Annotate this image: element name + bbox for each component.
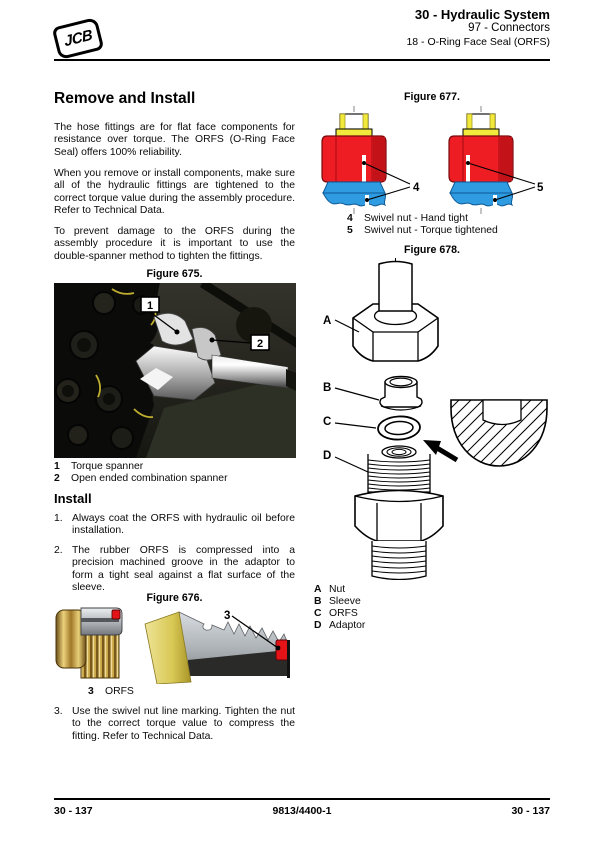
figure-676-callout-3: 3 [224,610,231,622]
legend-678-label-a: Nut [329,584,346,595]
header-title-block [406,7,550,48]
legend-678-key-c: C [314,608,322,619]
legend-676-num: 3 [88,686,94,697]
figure-677-legend-2 [347,225,547,237]
legend-676-label: ORFS [105,686,134,697]
footer-page-number-left: 30 - 137 [54,805,93,817]
step-3-text: Use the swivel nut line marking. Tighten the nut to the correct torque value to compress the fitting. Refer to Technical Data. [72,706,295,742]
footer-divider [54,798,550,800]
figure-676-caption: Figure 676. [146,592,203,604]
legend-677-num-5: 5 [347,225,353,236]
legend-678-key-d: D [314,620,322,631]
jcb-logo [52,17,105,60]
header-divider [54,59,550,61]
figure-677-illustration [314,105,546,215]
photo-callout-2: 2 [256,338,264,350]
orfs-seal-small [112,610,120,619]
figure-678-legend-d [314,620,514,632]
legend-677-label-4: Swivel nut - Hand tight [364,213,468,224]
install-step-3 [54,706,295,743]
tube [379,262,412,312]
label-B: B [323,382,332,394]
figure-678-legend-c [314,608,514,620]
label-A: A [323,315,332,327]
figure-675-legend-1 [54,461,295,473]
figure-678-legend-a [314,584,514,596]
step-1-text: Always coat the ORFS with hydraulic oil before installation. [72,513,295,537]
figure-675-photo [54,283,296,458]
blue-adaptor-4 [323,182,385,193]
figure-676-legend [88,686,288,698]
swivel-nut-hand-tight [322,106,420,214]
photo-callout-1: 1 [146,300,154,312]
figure-677-legend-1 [347,213,547,225]
sleeve-B [380,377,422,411]
legend-675-label-1: Torque spanner [71,461,144,472]
swivel-nut-torque-tightened [449,106,544,214]
alignment-mark-red-5 [466,155,470,182]
legend-678-key-a: A [314,584,322,595]
figure-678-caption: Figure 678. [404,244,460,256]
legend-678-key-b: B [314,596,322,607]
footer-page-number-right: 30 - 137 [511,805,550,817]
orfs-groove-enlarged [145,610,290,684]
label-C: C [323,416,332,428]
header-topic: 18 - O-Ring Face Seal (ORFS) [406,35,550,48]
step-1-number: 1. [54,513,63,524]
orfs-groove-detail [483,400,521,425]
figure-677-caption: Figure 677. [404,91,460,103]
step-3-number: 3. [54,706,63,717]
footer-doc-reference: 9813/4400-1 [272,805,332,817]
header-section-title: 30 - Hydraulic System [414,7,550,22]
legend-678-label-b: Sleeve [329,596,361,607]
legend-678-label-c: ORFS [329,608,358,619]
figure-675-legend-2 [54,473,295,485]
legend-677-label-5: Swivel nut - Torque tightened [364,225,498,236]
install-heading: Install [54,491,92,506]
section-heading: Remove and Install [54,90,196,107]
blue-adaptor-5 [450,182,512,193]
nut-A [353,258,438,361]
legend-675-num-2: 2 [54,473,60,484]
legend-677-num-4: 4 [347,213,353,224]
figure-675-caption: Figure 675. [146,268,203,280]
figure-676-illustration [54,604,296,684]
legend-678-label-d: Adaptor [329,620,366,631]
install-step-1 [54,513,295,538]
step-2-number: 2. [54,545,63,556]
legend-675-num-1: 1 [54,461,60,472]
paragraph-3: To prevent damage to the ORFS during the assembly procedure it is important to use the double-spanner method to tighten the fittings. [54,226,295,262]
orfs-fitting-small [56,608,122,678]
legend-675-label-2: Open ended combination spanner [71,473,228,484]
label-D: D [323,450,332,462]
paragraph-2: When you remove or install components, make sure all of the hydraulic fittings are tightened to the correct torque value during the assembly procedure. Refer to Technical Data. [54,168,295,216]
alignment-mark-red-4 [362,155,366,182]
step-2-text: The rubber ORFS is compressed into a precision machined groove in the adaptor to form a tight seal against a flat surface of the sleeve. [72,545,295,593]
figure-678-legend-b [314,596,514,608]
install-step-2 [54,545,295,594]
adaptor-D [355,446,443,580]
figure-678-illustration [315,258,550,580]
figure-677-callout-4: 4 [413,182,420,194]
jcb-logo-text: JCB [62,26,94,51]
orfs-ring-C [377,415,420,440]
figure-677-callout-5: 5 [537,182,544,194]
paragraph-1: The hose fittings are for flat face components for resistance over torque. The ORFS (O-Ring Face Seal) offers 100% reliability. [54,122,295,158]
detail-arrow [423,440,441,455]
header-subsection: 97 - Connectors [468,22,550,35]
